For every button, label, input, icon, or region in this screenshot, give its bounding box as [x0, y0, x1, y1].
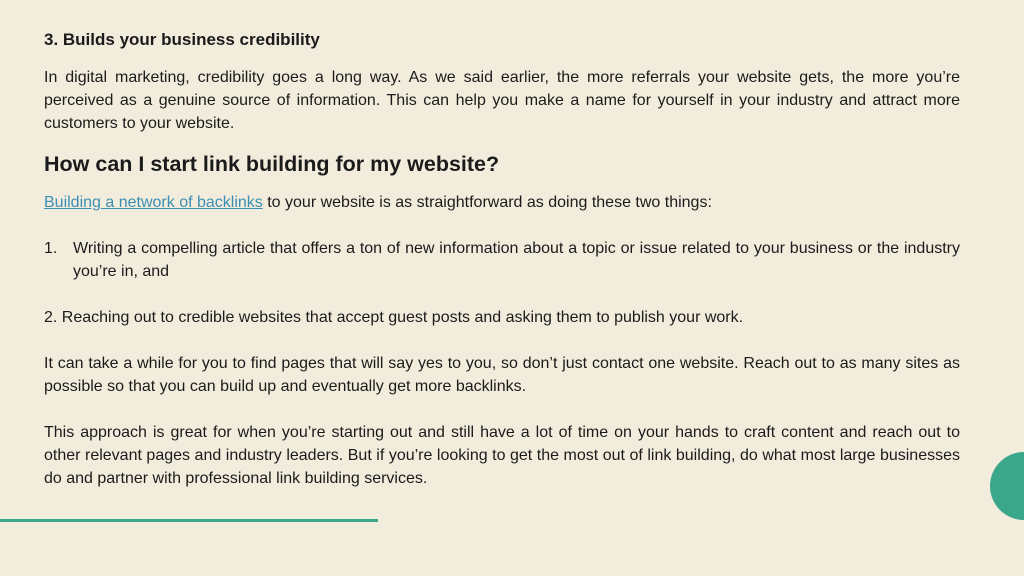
intro-paragraph: [44, 191, 960, 214]
section-heading: How can I start link building for my website?: [44, 152, 500, 176]
step-two-paragraph: 2. Reaching out to credible websites that accept guest posts and asking them to publish your work.: [44, 309, 744, 326]
credibility-paragraph: In digital marketing, credibility goes a long way. As we said earlier, the more referrals your website gets, the more you’re perceived as a genuine source of information. This can help you make a name for yourself in your industry and attract more customers to your website.: [44, 69, 960, 132]
accent-divider-line: [0, 519, 378, 522]
outreach-paragraph: It can take a while for you to find pages that will say yes to you, so don’t just contact one website. Reach out to as many sites as possible so that you can build up and eventually get more backlinks.: [44, 355, 960, 395]
intro-rest-text: to your website is as straightforward as doing these two things:: [262, 194, 712, 211]
list-item-marker: 1.: [44, 240, 58, 257]
section-subheading: 3. Builds your business credibility: [44, 30, 320, 49]
decorative-circle: [990, 452, 1024, 520]
slide-content: [44, 28, 960, 490]
list-item-text: Writing a compelling article that offers a ton of new information about a topic or issue related to your business or the industry you’re in, and: [73, 240, 960, 280]
list-item: [44, 237, 960, 283]
approach-paragraph: This approach is great for when you’re starting out and still have a lot of time on your hands to craft content and reach out to other relevant pages and industry leaders. But if you’re looking to get the most out of link building, do what most large businesses do and partner with professional link building services.: [44, 424, 960, 487]
backlinks-link[interactable]: Building a network of backlinks: [44, 194, 263, 211]
